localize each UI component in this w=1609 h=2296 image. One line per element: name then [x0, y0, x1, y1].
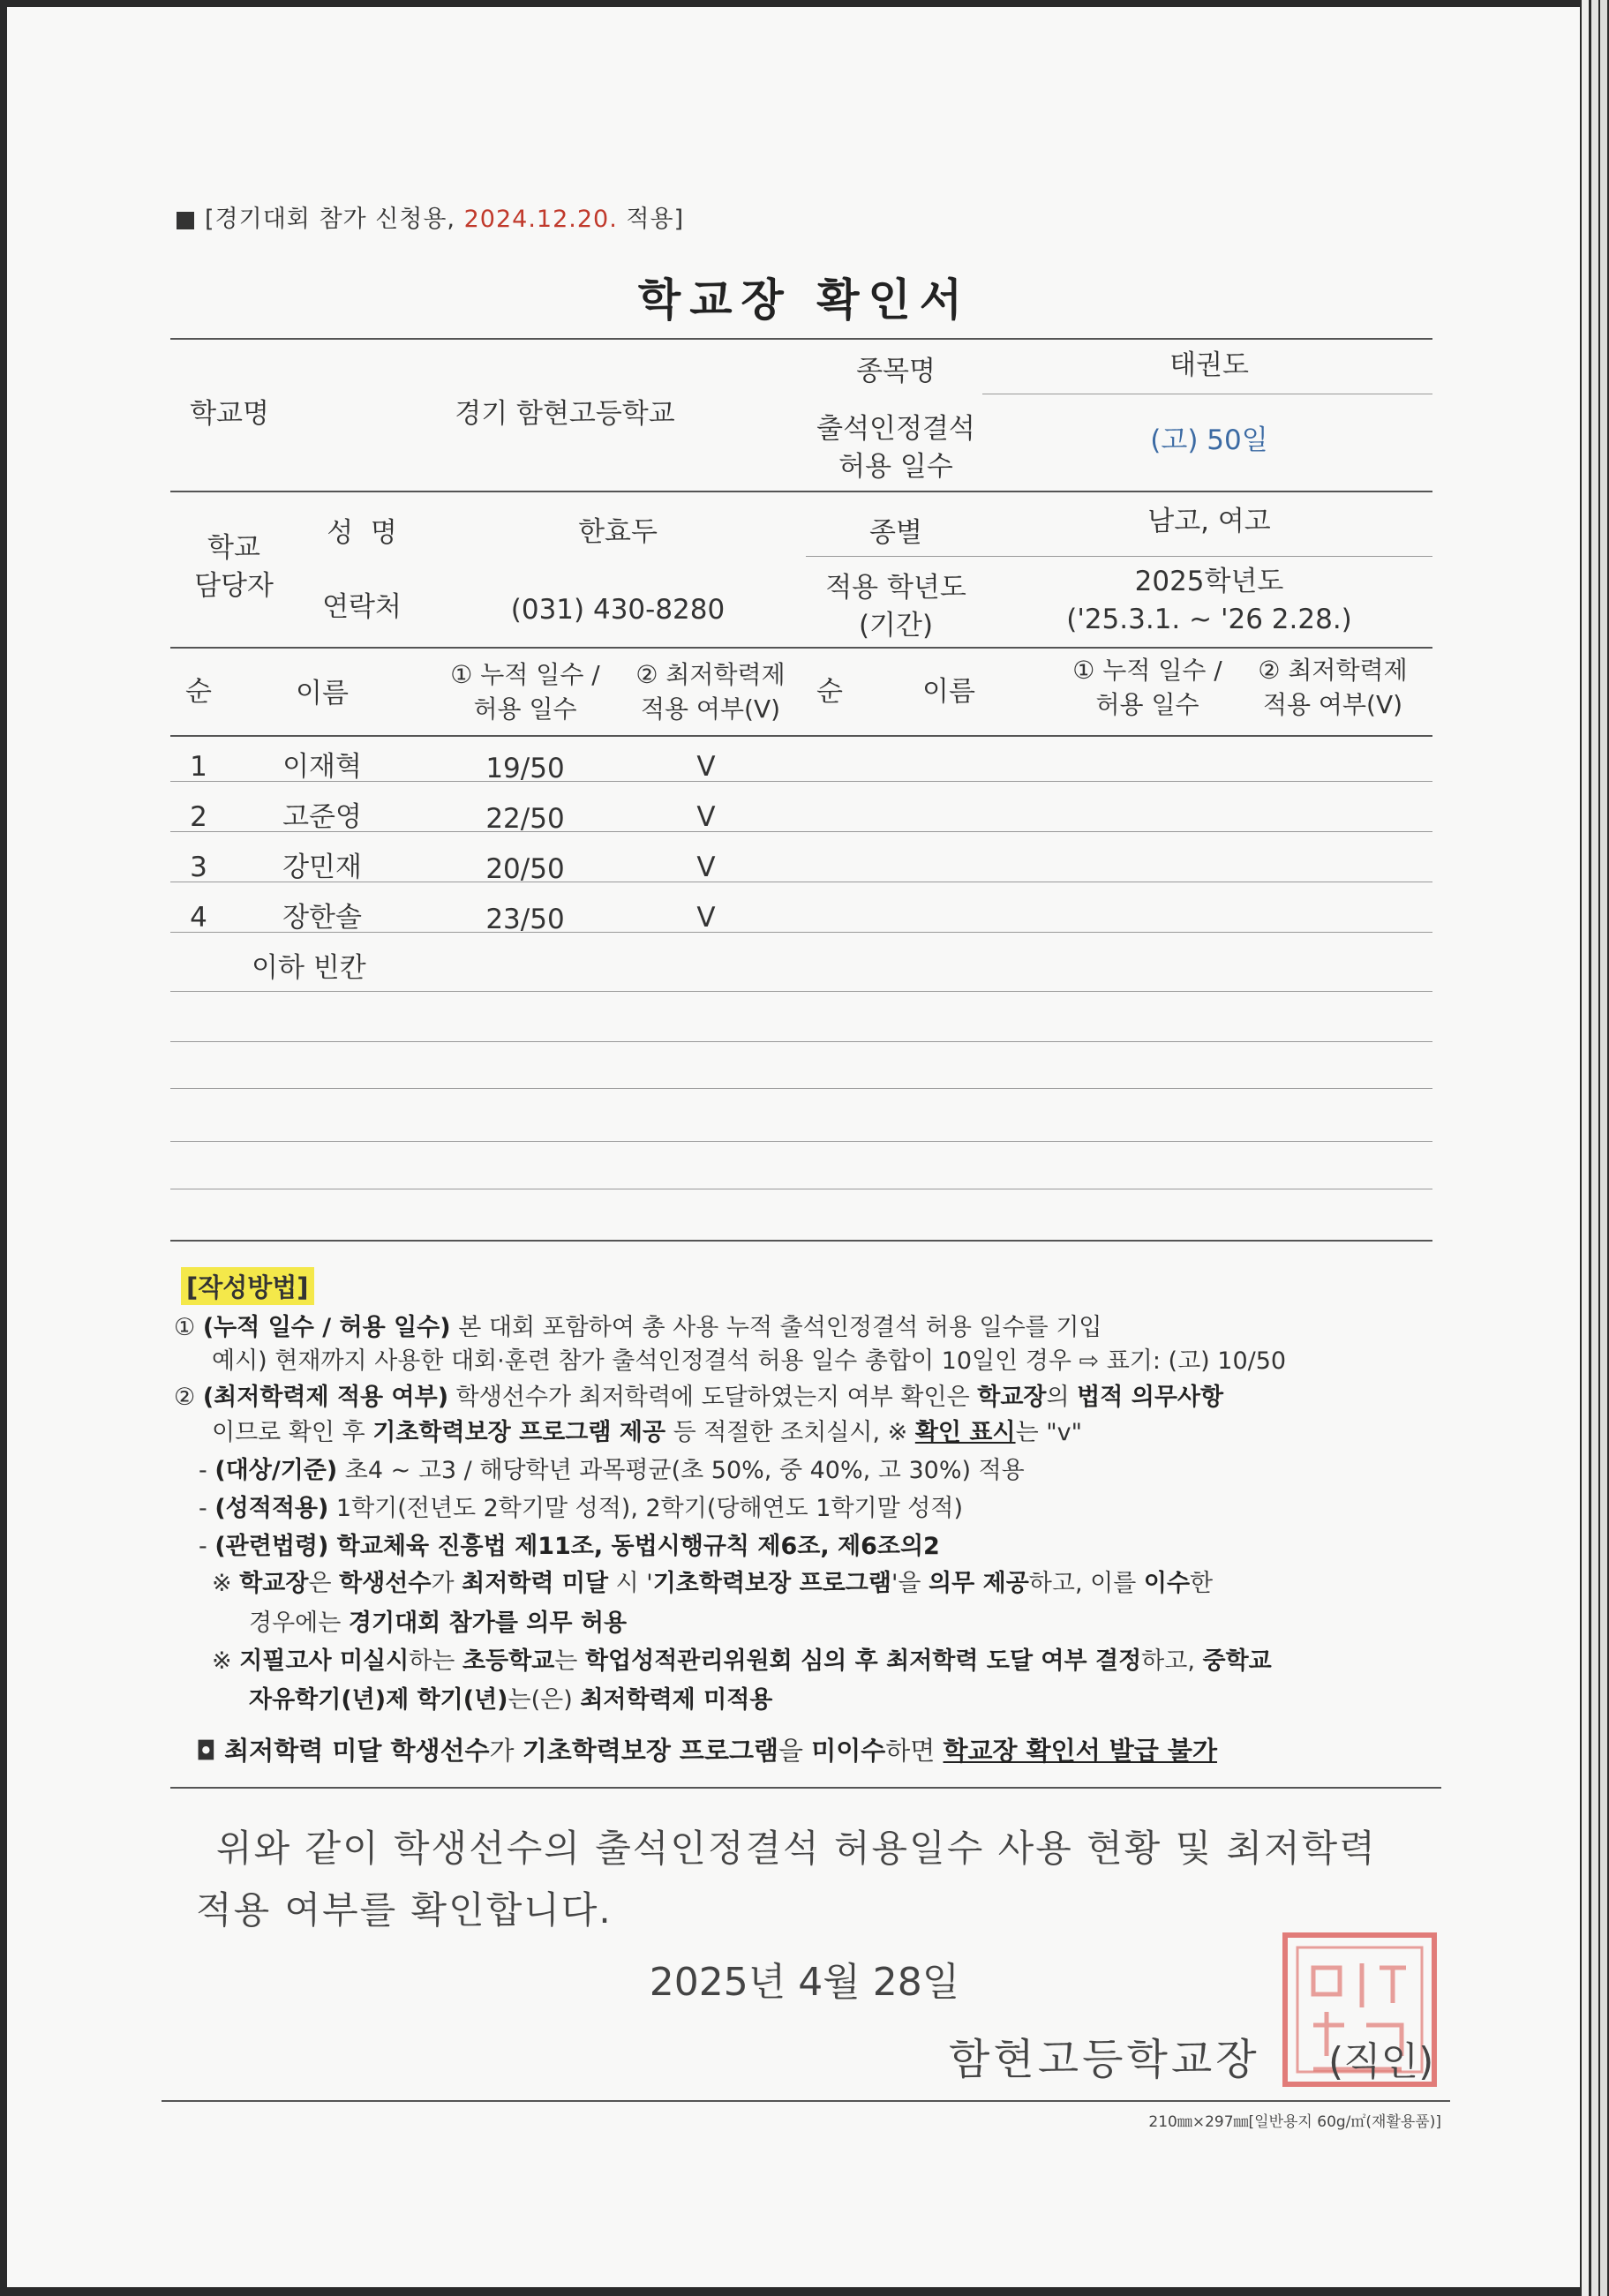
- table-row-line: [170, 1088, 1432, 1089]
- event-value: 태권도: [1169, 349, 1249, 381]
- school-name-label: 학교명: [190, 398, 269, 430]
- apply-date: 2024.12.20.: [463, 206, 618, 233]
- row-days: 22/50: [485, 803, 565, 835]
- row-check: V: [696, 801, 716, 833]
- instruction-line: ① (누적 일수 / 허용 일수) 본 대회 포함하여 총 사용 누적 출석인정결석 허용 일수를 기입: [174, 1314, 1102, 1341]
- row-name: 강민재: [282, 852, 362, 883]
- col-days: ① 누적 일수 / 허용 일수: [1072, 656, 1222, 720]
- row-days: 19/50: [485, 753, 565, 784]
- table-row-line: [170, 1141, 1432, 1142]
- row-check: V: [696, 751, 716, 783]
- method-label: [작성방법]: [181, 1267, 314, 1305]
- principal-title: 함현고등학교장: [949, 2035, 1260, 2084]
- col-min: ② 최저학력제 적용 여부(V): [1258, 656, 1408, 720]
- row-days: 20/50: [485, 853, 565, 885]
- row-check: V: [696, 902, 716, 934]
- contact-value: (031) 430-8280: [510, 594, 726, 626]
- row-name: 이재혁: [282, 751, 362, 783]
- instruction-line: 예시) 현재까지 사용한 대회·훈련 참가 출석인정결석 허용 일수 총합이 10일인 경우 ⇨ 표기: (고) 10/50: [212, 1347, 1287, 1375]
- col-min: ② 최저학력제 적용 여부(V): [635, 660, 786, 724]
- instruction-warning: ◘ 최저학력 미달 학생선수가 기초학력보장 프로그램을 미이수하면 학교장 확인서 발급 불가: [196, 1736, 1217, 1766]
- paper-spec: 210㎜×297㎜[일반용지 60g/㎡(재활용품)]: [1148, 2113, 1441, 2131]
- square-bullet-icon: [177, 212, 194, 229]
- col-no: 순: [185, 676, 212, 708]
- footer-divider: [162, 2100, 1450, 2102]
- table-border: [170, 338, 1432, 340]
- manager-name: 한효두: [578, 516, 658, 548]
- table-border: [170, 647, 1432, 649]
- row-name: 고준영: [282, 801, 362, 833]
- instruction-line: 자유학기(년)제 학기(년)는(은) 최저학력제 미적용: [249, 1686, 773, 1714]
- arrow-box-icon: ◘: [196, 1736, 216, 1766]
- allowed-days: (고) 50일: [1150, 424, 1268, 456]
- col-no: 순: [816, 676, 843, 708]
- manager-name-label: 성 명: [327, 517, 397, 549]
- row-days: 23/50: [485, 904, 565, 935]
- year-label: 적용 학년도 (기간): [825, 572, 966, 642]
- manager-label: 학교 담당자: [194, 532, 274, 603]
- days-label: 출석인정결석 허용 일수: [816, 413, 975, 484]
- gender-value: 남고, 여고: [1147, 506, 1271, 537]
- table-row-line: [170, 1041, 1432, 1042]
- event-label: 종목명: [856, 356, 936, 387]
- issue-date: 2025년 4월 28일: [649, 1960, 960, 2005]
- instruction-line: 이므로 확인 후 기초학력보장 프로그램 제공 등 적절한 조치실시, ※ 확인 표시는 "v": [212, 1419, 1083, 1446]
- blank-note: 이하 빈칸: [252, 952, 366, 984]
- row-name: 장한솔: [282, 902, 362, 934]
- table-border: [170, 1240, 1432, 1242]
- row-no: 4: [190, 902, 207, 934]
- table-border: [806, 556, 1432, 557]
- application-note: [경기대회 참가 신청용, 2024.12.20. 적용]: [177, 199, 684, 234]
- table-border: [170, 735, 1432, 737]
- instruction-line: ② (최저학력제 적용 여부) 학생선수가 최저학력에 도달하였는지 여부 확인은 학교장의 법적 의무사항: [174, 1384, 1224, 1411]
- row-check: V: [696, 852, 716, 883]
- col-name: 이름: [922, 676, 975, 708]
- instruction-line: 경우에는 경기대회 참가를 의무 허용: [249, 1609, 628, 1637]
- confirm-line: 적용 여부를 확인합니다.: [196, 1888, 613, 1932]
- instruction-line: - (성적적용) 1학기(전년도 2학기말 성적), 2학기(당해연도 1학기말 성적): [199, 1495, 963, 1522]
- gender-label: 종별: [869, 517, 922, 549]
- col-name: 이름: [296, 678, 349, 709]
- contact-label: 연락처: [322, 591, 402, 623]
- year-value: 2025학년도 ('25.3.1. ~ '26 2.28.): [1066, 566, 1352, 636]
- document-title: 학교장 확인서: [637, 274, 972, 326]
- school-name: 경기 함현고등학교: [455, 398, 675, 430]
- confirm-line: 위와 같이 학생선수의 출석인정결석 허용일수 사용 현황 및 최저학력: [216, 1827, 1377, 1870]
- instruction-line: - (대상/기준) 초4 ~ 고3 / 해당학년 과목평균(초 50%, 중 40%, 고 30%) 적용: [199, 1457, 1025, 1484]
- seal-label: (직인): [1328, 2039, 1434, 2084]
- instruction-line: ※ 지필고사 미실시하는 초등학교는 학업성적관리위원회 심의 후 최저학력 도달 여부 결정하고, 중학교: [212, 1647, 1272, 1675]
- table-border: [170, 491, 1432, 492]
- section-divider: [170, 1787, 1441, 1789]
- row-no: 2: [190, 801, 207, 833]
- col-days: ① 누적 일수 / 허용 일수: [450, 660, 600, 724]
- instruction-line: ※ 학교장은 학생선수가 최저학력 미달 시 '기초학력보장 프로그램'을 의무 제공하고, 이를 이수한: [212, 1570, 1214, 1597]
- table-row-line: [170, 991, 1432, 992]
- row-no: 1: [190, 751, 207, 783]
- row-no: 3: [190, 852, 207, 883]
- instruction-line: - (관련법령) 학교체육 진흥법 제11조, 동법시행규칙 제6조, 제6조의2: [199, 1533, 940, 1560]
